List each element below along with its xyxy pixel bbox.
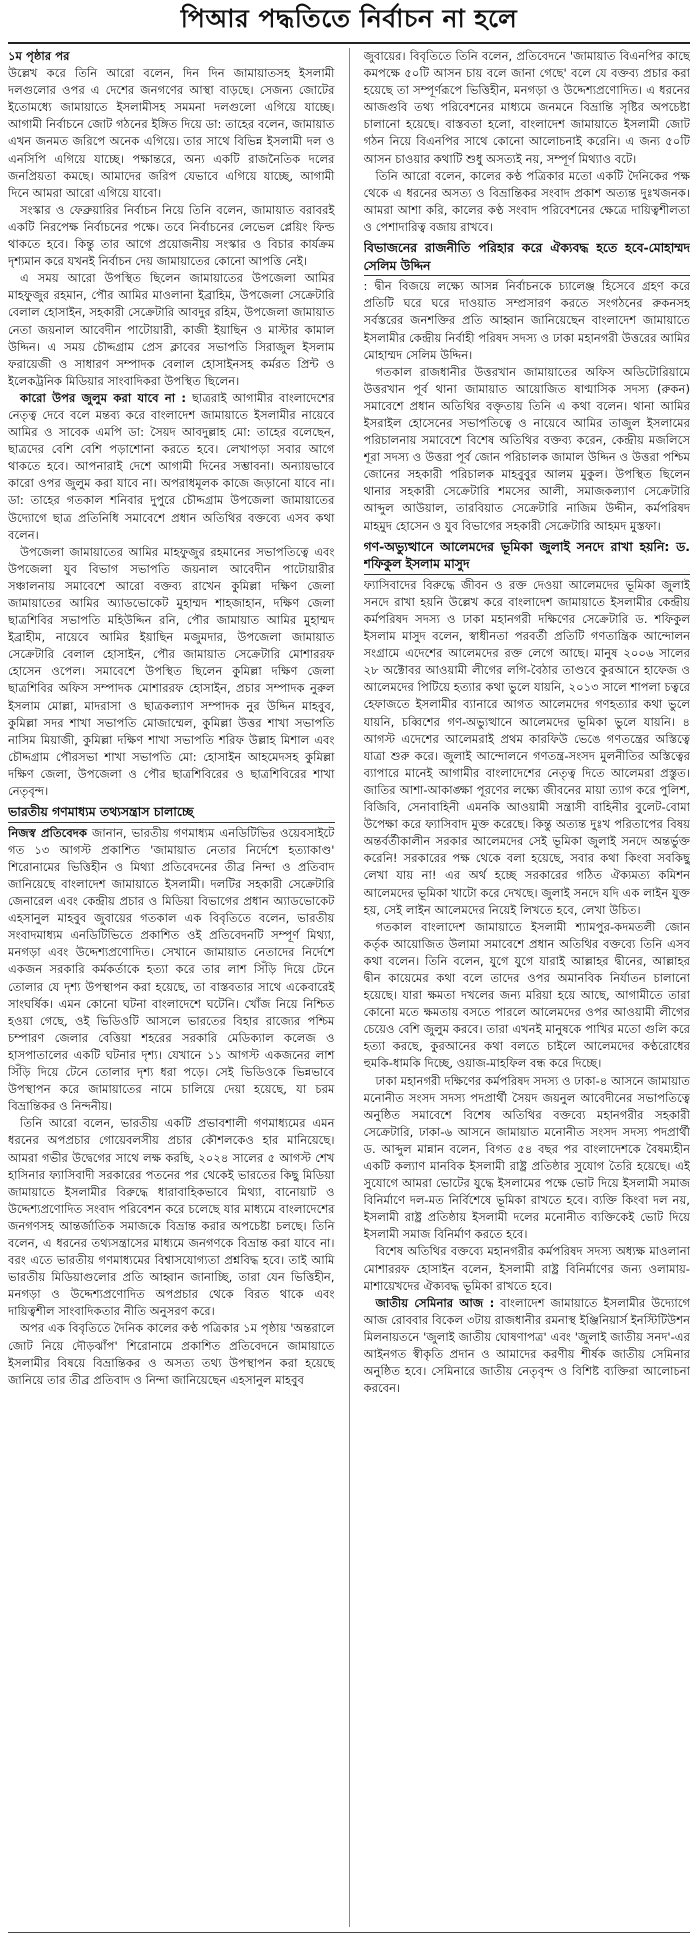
section1-heading: কারো উপর জুলুম করা যাবে না : — [20, 390, 187, 405]
section2-byline: নিজস্ব প্রতিবেদক — [8, 825, 87, 840]
section5-text: বাংলাদেশ জামায়াতে ইসলামীর উদ্যোগে আজ রোববার বিকেল ৩টায় রাজধানীর রমনাস্থ ইঞ্জিনিয়ার্স ইনস্টিটিউশন মিলনায়তনে 'জুলাই জাতীয় ঘোষণাপত্র' এবং 'জুলাই জাতীয় সনদ'-এর আইনগত স্বীকৃতি প্রদান ও আমাদের করণীয় শীর্ষক জাতীয় সেমিনার অনুষ্ঠিত হবে। সেমিনারে জাতীয় নেতৃবৃন্দ ও বিশিষ্ট ব্যক্তিরা আলোচনা করবেন। — [363, 1295, 690, 1396]
section4-byline: : ড. শফিকুল ইসলাম মাসুদ — [363, 538, 690, 572]
right-intro-paragraph-1: জুবায়ের। বিবৃতিতে তিনি বলেন, প্রতিবেদনে 'জামায়াত বিএনপির কাছে কমপক্ষে ৫০টি আসন চায় বলে জানা গেছে' বলে যে বক্তব্য প্রচার করা হয়েছে তা সম্পূর্ণরূপে ভিত্তিহীন, মনগড়া ও উদ্দেশ্যপ্রণোদিত। এ ধরনের আজগুবি তথ্য পরিবেশনের মাধ্যমে জনমনে বিভ্রান্তি সৃষ্টির অপচেষ্টা চালানো হয়েছে। বাস্তবতা হলো, বাংলাদেশ জামায়াতে ইসলামী জোট গঠন নিয়ে বিএনপির সাথে কোনো আলোচনাই করেনি। এ জন্য ৫০টি আসন চাওয়ার কথাটি শুধু অসত্যই নয়, সম্পূর্ণ মিথ্যাও বটে। — [363, 49, 690, 166]
left-column — [8, 48, 335, 1927]
article-columns — [8, 48, 690, 1927]
section4-paragraph-4: বিশেষ অতিথির বক্তব্যে মহানগরীর কর্মপরিষদ সদস্য অধ্যক্ষ মাওলানা মোশাররফ হোসাইন বলেন, ইসলামী রাষ্ট্র বিনির্মাণের জন্য ওলামায়-মাশায়েখদের ঐক্যবদ্ধ ভূমিকা রাখতে হবে। — [363, 1244, 690, 1293]
left-paragraph-3: এ সময় আরো উপস্থিত ছিলেন জামায়াতের উপজেলা আমির মাহফুজুর রহমান, পৌর আমির মাওলানা ইব্রাহিম, উপজেলা সেক্রেটারি বেলাল হোসাইন, সহকারী সেক্রেটারি আবদুর রহিম, উপজেলা জামায়াত নেতা জয়নাল আবেদীন পাটোয়ারী, কাজী ইয়াছিন ও মাস্টার কামাল উদ্দিন। এ সময় চৌদ্দগ্রাম প্রেস ক্লাবের সভাপতি সিরাজুল ইসলাম ফরায়েজী ও সাধারণ সম্পাদক বেলাল হোসাইনসহ কর্মরত প্রিন্ট ও ইলেকট্রনিক মিডিয়ার সাংবাদিকরা উপস্থিত ছিলেন। — [8, 271, 335, 388]
section3-lead: : দ্বীন বিজয়ে লক্ষ্যে আসন্ন নির্বাচনকে চ্যালেঞ্জ হিসেবে গ্রহণ করে প্রতিটি ঘরে ঘরে দাওয়াত সম্প্রসারণ করতে সংগঠনের রুকনসহ সর্বস্তরের জনশক্তির প্রতি আহ্বান জানিয়েছেন বাংলাদেশ জামায়াতে ইসলামীর কেন্দ্রীয় নির্বাহী পরিষদ সদস্য ও ঢাকা মহানগরী উত্তরের আমির মোহাম্মদ সেলিম উদ্দিন। — [363, 279, 690, 362]
headline-rule — [8, 42, 690, 44]
section2-paragraph-1: জানান, ভারতীয় গণমাধ্যম এনডিটিভির ওয়েবসাইটে গত ১৩ আগস্ট প্রকাশিত 'জামায়াত নেতার নির্দেশে হত্যাকাণ্ড' শিরোনামের ভিত্তিহীন ও মিথ্যা প্রতিবেদনের তীব্র নিন্দা ও প্রতিবাদ জানিয়েছে বাংলাদেশ জামায়াতে ইসলামী। দলটির সহকারী সেক্রেটারি জেনারেল এবং কেন্দ্রীয় প্রচার ও মিডিয়া বিভাগের প্রধান অ্যাডভোকেট এহসানুল মাহবুব জুবায়ের গতকাল এক বিবৃতিতে বলেন, ভারতীয় সংবাদমাধ্যম এনডিটিভিতে প্রকাশিত ওই প্রতিবেদনটি সম্পূর্ণ মিথ্যা, মনগড়া এবং উদ্দেশ্যপ্রণোদিত। সেখানে জামায়াত নেতাদের নির্দেশে একজন সরকারি কর্মকর্তাকে হত্যা করে তার লাশ সিঁড়ি দিয়ে টেনে তোলার যে দৃশ্য উপস্থাপন করা হয়েছে, তা বাস্তবতার সাথে একেবারেই সাংঘর্ষিক। এমন কোনো ঘটনা বাংলাদেশে ঘটেনি। খোঁজ নিয়ে নিশ্চিত হওয়া গেছে, ওই ভিডিওটি আসলে ভারতের বিহার রাজ্যের পশ্চিম চম্পারণ জেলার বেত্তিয়া শহরের সরকারি মেডিক্যাল কলেজ ও হাসপাতালের একটি ঘটনার দৃশ্য। যেখানে ১১ আগস্ট একজনের লাশ সিঁড়ি দিয়ে টেনে তোলার দৃশ্য ধরা পড়ে। সেই ভিডিওকে ভিন্নভাবে উপস্থাপন করে জামায়াতের নামে চালিয়ে দেয়া হয়েছে, যা চরম বিভ্রান্তিকর ও নিন্দনীয়। — [8, 825, 335, 1114]
section3-paragraph-1: গতকাল রাজধানীর উত্তরখান জামায়াতের অফিস অডিটোরিয়ামে উত্তরখান পূর্ব থানা জামায়াত আয়োজিত ষাণ্মাসিক সদস্য (রুকন) সমাবেশে প্রধান অতিথির বক্তৃতায় তিনি এ কথা বলেন। থানা আমির ইসরাইল হোসেনের সভাপতিত্বে ও নায়েবে আমির তাজুল ইসলামের পরিচালনায় সমাবেশে বিশেষ অতিথির বক্তব্য করেন, কেন্দ্রীয় মজলিসে শূরা সদস্য ও উত্তরা পূর্ব জোন পরিচালক জামাল উদ্দিন ও উত্তরা পশ্চিম জোনের সহকারী পরিচালক মাহবুবুর আলম মুকুল। উপস্থিত ছিলেন থানার সহকারী সেক্রেটারি শমসের আলী, সমাজকল্যাণ সেক্রেটারি আব্দুল আউয়াল, তারবিয়াত সেক্রেটারি নাজিম উদ্দীন, কর্মপরিষদ মাহমুদ হোসেন ও যুব বিভাগের সহকারী সেক্রেটারি আহমদ মুস্তফা। — [363, 364, 690, 533]
right-column — [364, 48, 691, 1927]
page-footer-strip — [8, 1932, 690, 1947]
section5-heading: জাতীয় সেমিনার আজ : — [375, 1295, 495, 1310]
section2-subhead: ভারতীয় গণমাধ্যম তথ্যসন্ত্রাস চালাচ্ছে — [8, 803, 335, 823]
continued-label: ১ম পৃষ্ঠার পর — [8, 49, 70, 63]
section4-paragraph-1: ফ্যাসিবাদের বিরুদ্ধে জীবন ও রক্ত দেওয়া আলেমদের ভূমিকা জুলাই সনদে রাখা হয়নি উল্লেখ করে বাংলাদেশ জামায়াতে ইসলামীর কেন্দ্রীয় কর্মপরিষদ সদস্য ও ঢাকা মহানগরী দক্ষিণের সেক্রেটারি ড. শফিকুল ইসলাম মাসুদ বলেন, স্বাধীনতা পরবর্তী প্রতিটি গণতান্ত্রিক আন্দোলন সংগ্রামে এদেশের আলেমদের রক্ত লেগে আছে। মানুষ ২০০৬ সালের ২৮ অক্টোবর আওয়ামী লীগের লগি-বৈঠার তাণ্ডবে কুরআনে হাফেজ ও আলেমদের পিটিয়ে হত্যার কথা ভুলে যায়নি, ২০১৩ সালে শাপলা চত্বরে হেফাজতে ইসলামীর ব্যানারে আগত আলেমদের গণহত্যার কথা ভুলে যায়নি, চব্বিশের গণ-অভ্যুত্থানে আলেমদের ভূমিকা ভুলে যায়নি। ৪ আগস্ট এদেশের আলেমরাই প্রথম কারফিউ ভেঙে গণতন্ত্রের অস্তিত্বে যাত্রা শুরু করে। জুলাই আন্দোলনে গণতন্ত্র-সংসদ মুলনীতির অস্তিত্বের ব্যাপারে মানেই আগামীর বাংলাদেশের নেতৃত্ব দিতে আলেমরা প্রস্তুত। জাতির আশা-আকাঙ্ক্ষা পূরণের লক্ষ্যে জীবনের মায়া ত্যাগ করে পুলিশ, বিজিবি, সেনাবাহিনী এমনকি আওয়ামী সন্ত্রাসী বাহিনীর বুলেট-বোমা উপেক্ষা করে ফ্যাসিবাদ মুক্ত করেছে। কিন্তু অত্যন্ত দুঃখ পরিতাপের বিষয় অন্তর্বর্তীকালীন সরকার আলেমদের সেই ভূমিকা জুলাই সনদে অন্তর্ভুক্ত করেনি! সরকারের পক্ষ থেকে বলা হয়েছে, সবার কথা কিংবা সবকিছু লেখা যায় না! এর অর্থ হচ্ছে সরকারের গঠিত ঐক্যমত্য কমিশন আলেমদের ভূমিকা খাটো করে দেখছে। জুলাই সনদে যদি এক লাইন যুক্ত হয়, সেই লাইন আলেমদের নিয়েই লিখতে হবে, লেখা উচিত। — [363, 577, 690, 917]
left-paragraph-1: উল্লেখ করে তিনি আরো বলেন, দিন দিন জামায়াতসহ ইসলামী দলগুলোর ওপর এ দেশের জনগণের আস্থা বাড়ছে। সেজন্য জোটের ইতোমধ্যে জামায়াতে ইসলামীসহ সমমনা দলগুলো এগিয়ে যাচ্ছে। আগামী নির্বাচনে জোট গঠনের ইঙ্গিত দিয়ে ডা: তাহের বলেন, জামায়াত এখন জনমত জরিপে অনেক এগিয়ে। তার সাথে বিভিন্ন ইসলামী দল ও এনসিপি এগিয়ে যাচ্ছে। পক্ষান্তরে, অন্য একটি রাজনৈতিক দলের জনপ্রিয়তা কমছে। আমাদের জরিপ যেভাবে এগিয়ে যাচ্ছে, আগামী দিনে আমরা আরো এগিয়ে যাবো। — [8, 66, 335, 200]
section2-paragraph-3: অপর এক বিবৃতিতে দৈনিক কালের কণ্ঠ পত্রিকার ১ম পৃষ্ঠায় 'অন্তরালে জোট নিয়ে দৌড়ঝাঁপ' শিরোনামে প্রকাশিত প্রতিবেদনে জামায়াতে ইসলামীর বিষয়ে বিভ্রান্তিকর ও অসত্য তথ্য উপস্থাপন করা হয়েছে জানিয়ে তার তীব্র প্রতিবাদ ও নিন্দা জানিয়েছেন এহসানুল মাহবুব — [8, 1321, 335, 1387]
section4-title: গণ-অভ্যুত্থানে আলেমদের ভূমিকা জুলাই সনদে রাখা হয়নি — [363, 538, 665, 554]
section2-paragraph-2: তিনি আরো বলেন, ভারতীয় একটি প্রভাবশালী গণমাধ্যমের এমন ধরনের অপপ্রচার গোয়েবলসীয় প্রচার কৌশলকেও হার মানিয়েছে। আমরা গভীর উদ্বেগের সাথে লক্ষ করছি, ২০২৪ সালের ৫ আগস্ট শেখ হাসিনার ফ্যাসিবাদী সরকারের পতনের পর থেকেই ভারতের কিছু মিডিয়া জামায়াতে ইসলামীর বিরুদ্ধে ধারাবাহিকভাবে মিথ্যা, বানোয়াট ও উদ্দেশ্যপ্রণোদিত সংবাদ পরিবেশন করে চলেছে যার মাধ্যমে বাংলাদেশের জনগণসহ আন্তর্জাতিক সমাজকে বিভ্রান্ত করার অপচেষ্টা চলছে। তিনি বলেন, এ ধরনের তথ্যসন্ত্রাসের মাধ্যমে জনগণকে বিভ্রান্ত করা যাবে না। বরং এতে ভারতীয় গণমাধ্যমের বিশ্বাসযোগ্যতা প্রশ্নবিদ্ধ হবে। তাই আমি ভারতীয় মিডিয়াগুলোর প্রতি আহ্বান জানাচ্ছি, তারা যেন ভিত্তিহীন, মনগড়া ও উদ্দেশ্যপ্রণোদিত অপপ্রচার থেকে বিরত থাকে এবং দায়িত্বশীল সাংবাদিকতার নীতি অনুসরণ করে। — [8, 1116, 335, 1319]
column-divider — [349, 48, 350, 1927]
right-intro-paragraph-2: তিনি আরো বলেন, কালের কণ্ঠ পত্রিকার মতো একটি দৈনিকের পক্ষ থেকে এ ধরনের অসত্য ও বিভ্রান্তিকর সংবাদ প্রকাশ অত্যন্ত দুঃখজনক। আমরা আশা করি, কালের কণ্ঠ সংবাদ পরিবেশনের ক্ষেত্রে দায়িত্বশীলতা ও পেশাদারিত্ব বজায় রাখবে। — [363, 168, 690, 234]
section4-paragraph-2: গতকাল বাংলাদেশ জামায়াতে ইসলামী শ্যামপুর-কদমতলী জোন কর্তৃক আয়োজিত উলামা সমাবেশে প্রধান অতিথির বক্তব্যে তিনি এসব কথা বলেন। তিনি বলেন, যুগে যুগে যারাই আল্লাহর দ্বীনের, আল্লাহর দ্বীন কায়েমের কথা বলে তাদের ওপর অমানবিক নির্যাতন চালানো হয়েছে। যারা ক্ষমতা দখলের জন্য মরিয়া হয়ে আছে, আগামীতে তারা কোনো মতে ক্ষমতায় বসতে পারলে আলেমদের ওপর আওয়ামী লীগের চেয়েও বেশি জুলুম করবে। তারা এখনই মানুষকে পাখির মতো গুলি করে হত্যা করছে, কুরআনের কথা বলতে চাইলে আলেমদের কণ্ঠরোধের হুমকি-ধামকি দিচ্ছে, ওয়াজ-মাহফিল বন্ধ করে দিচ্ছে। — [363, 919, 690, 1071]
section1-paragraph-1: ছাত্ররাই আগামীর বাংলাদেশের নেতৃত্ব দেবে বলে মন্তব্য করে বাংলাদেশ জামায়াতে ইসলামীর নায়েবে আমির ও সাবেক এমপি ডা: সৈয়দ আবদুল্লাহ মো: তাহের বলেছেন, ছাত্রদের বেশি বেশি পড়াশোনা করতে হবে। লেখাপড়া সবার আগে থাকতে হবে। আপনারাই দেশে আগামী দিনের সম্ভাবনা। অন্যায়ভাবে কারো ওপর জুলুম করা যাবে না। অপরাধমূলক কাজে জড়ানো যাবে না। ডা: তাহের গতকাল শনিবার দুপুরে চৌদ্দগ্রাম উপজেলা জামায়াতের উদ্যোগে ছাত্র প্রতিনিধি সমাবেশে প্রধান অতিথির বক্তব্যে এসব কথা বলেন। — [8, 390, 335, 542]
left-paragraph-2: সংস্কার ও ফেব্রুয়ারির নির্বাচন নিয়ে তিনি বলেন, জামায়াত বরাবরই একটি নিরপেক্ষ নির্বাচনের পক্ষে। তবে নির্বাচনের লেভেল প্লেয়িং ফিল্ড থাকতে হবে। কিন্তু তার আগে প্রয়োজনীয় সংস্কার ও বিচার কার্যক্রম দৃশ্যমান করে যখনই নির্বাচন দেয় জামায়াতের কোনো আপত্তি নেই। — [8, 202, 335, 269]
section4-paragraph-3: ঢাকা মহানগরী দক্ষিণের কর্মপরিষদ সদস্য ও ঢাকা-৪ আসনে জামায়াত মনোনীত সংসদ সদস্য পদপ্রার্থী সৈয়দ জয়নুল আবেদীনের সভাপতিত্বে অনুষ্ঠিত সমাবেশে বিশেষ অতিথির বক্তব্যে মহানগরীর সহকারী সেক্রেটারি, ঢাকা-৬ আসনে জামায়াত মনোনীত সংসদ সদস্য পদপ্রার্থী ড. আব্দুল মান্নান বলেন, বিগত ৫৪ বছর পর বাংলাদেশকে বৈষম্যহীন একটি কল্যাণ মানবিক ইসলামী রাষ্ট্র প্রতিষ্ঠার সুযোগ তৈরি হয়েছে। এই সুযোগে আমরা ভোটের যুদ্ধে ইসলামের পক্ষে ভোট দিয়ে ইসলামী সমাজ বিনির্মাণে দল-মত নির্বিশেষে ভূমিকা রাখতে হবে। ব্যক্তি কিংবা দল নয়, ইসলামী রাষ্ট্র প্রতিষ্ঠায় ইসলামী দলের মনোনীত ব্যক্তিকেই ভোট দিয়ে ইসলামী সমাজ বিনির্মাণ করতে হবে। — [363, 1073, 690, 1242]
page-headline: পিআর পদ্ধতিতে নির্বাচন না হলে — [180, 3, 518, 33]
section4-subhead — [364, 538, 691, 575]
section1-paragraph-2: উপজেলা জামায়াতের আমির মাহফুজুর রহমানের সভাপতিত্বে এবং উপজেলা যুব বিভাগ সভাপতি জয়নাল আবেদীন পাটোয়ারীর সঞ্চালনায় সমাবেশে আরো বক্তব্য রাখেন কুমিল্লা দক্ষিণ জেলা জামায়াতের আমির অ্যাডভোকেট মুহাম্মদ শাহজাহান, দক্ষিণ জেলা ছাত্রশিবির সভাপতি মহিউদ্দিন রনি, পৌর জামায়াত আমির মুহাম্মদ ইব্রাহীম, নায়েবে আমির ইয়াছিন মজুমদার, উপজেলা জামায়াত সেক্রেটারি বেলাল হোসাইন, পৌর জামায়াত সেক্রেটারি মোশাররফ হোসেন ওপেল। সমাবেশে উপস্থিত ছিলেন কুমিল্লা দক্ষিণ জেলা ছাত্রশিবির অফিস সম্পাদক মোশাররফ হোসাইন, প্রচার সম্পাদক নুরুল ইসলাম মোল্লা, মাদরাসা ও ছাত্রকল্যাণ সম্পাদক নুর উদ্দিন মাহবুব, কুমিল্লা সদর শাখা সভাপতি মোজাম্মেল, কুমিল্লা উত্তর শাখা সভাপতি নাসিম মিয়াজী, কুমিল্লা দক্ষিণ শাখা সভাপতি শরিফ উল্লাহ মিশাল এবং চৌদ্দগ্রাম পৌরসভা শাখা সভাপতি মো: হোসাইন আহমেদসহ কুমিল্লা দক্ষিণ জেলা, উপজেলা ও পৌর ছাত্রশিবিরের ও ছাত্রশিবিরের শাখা নেতৃবৃন্দ। — [8, 544, 335, 799]
section3-subhead: বিভাজনের রাজনীতি পরিহার করে ঐক্যবদ্ধ হতে হবে-মোহাম্মদ সেলিম উদ্দিন — [364, 239, 691, 276]
